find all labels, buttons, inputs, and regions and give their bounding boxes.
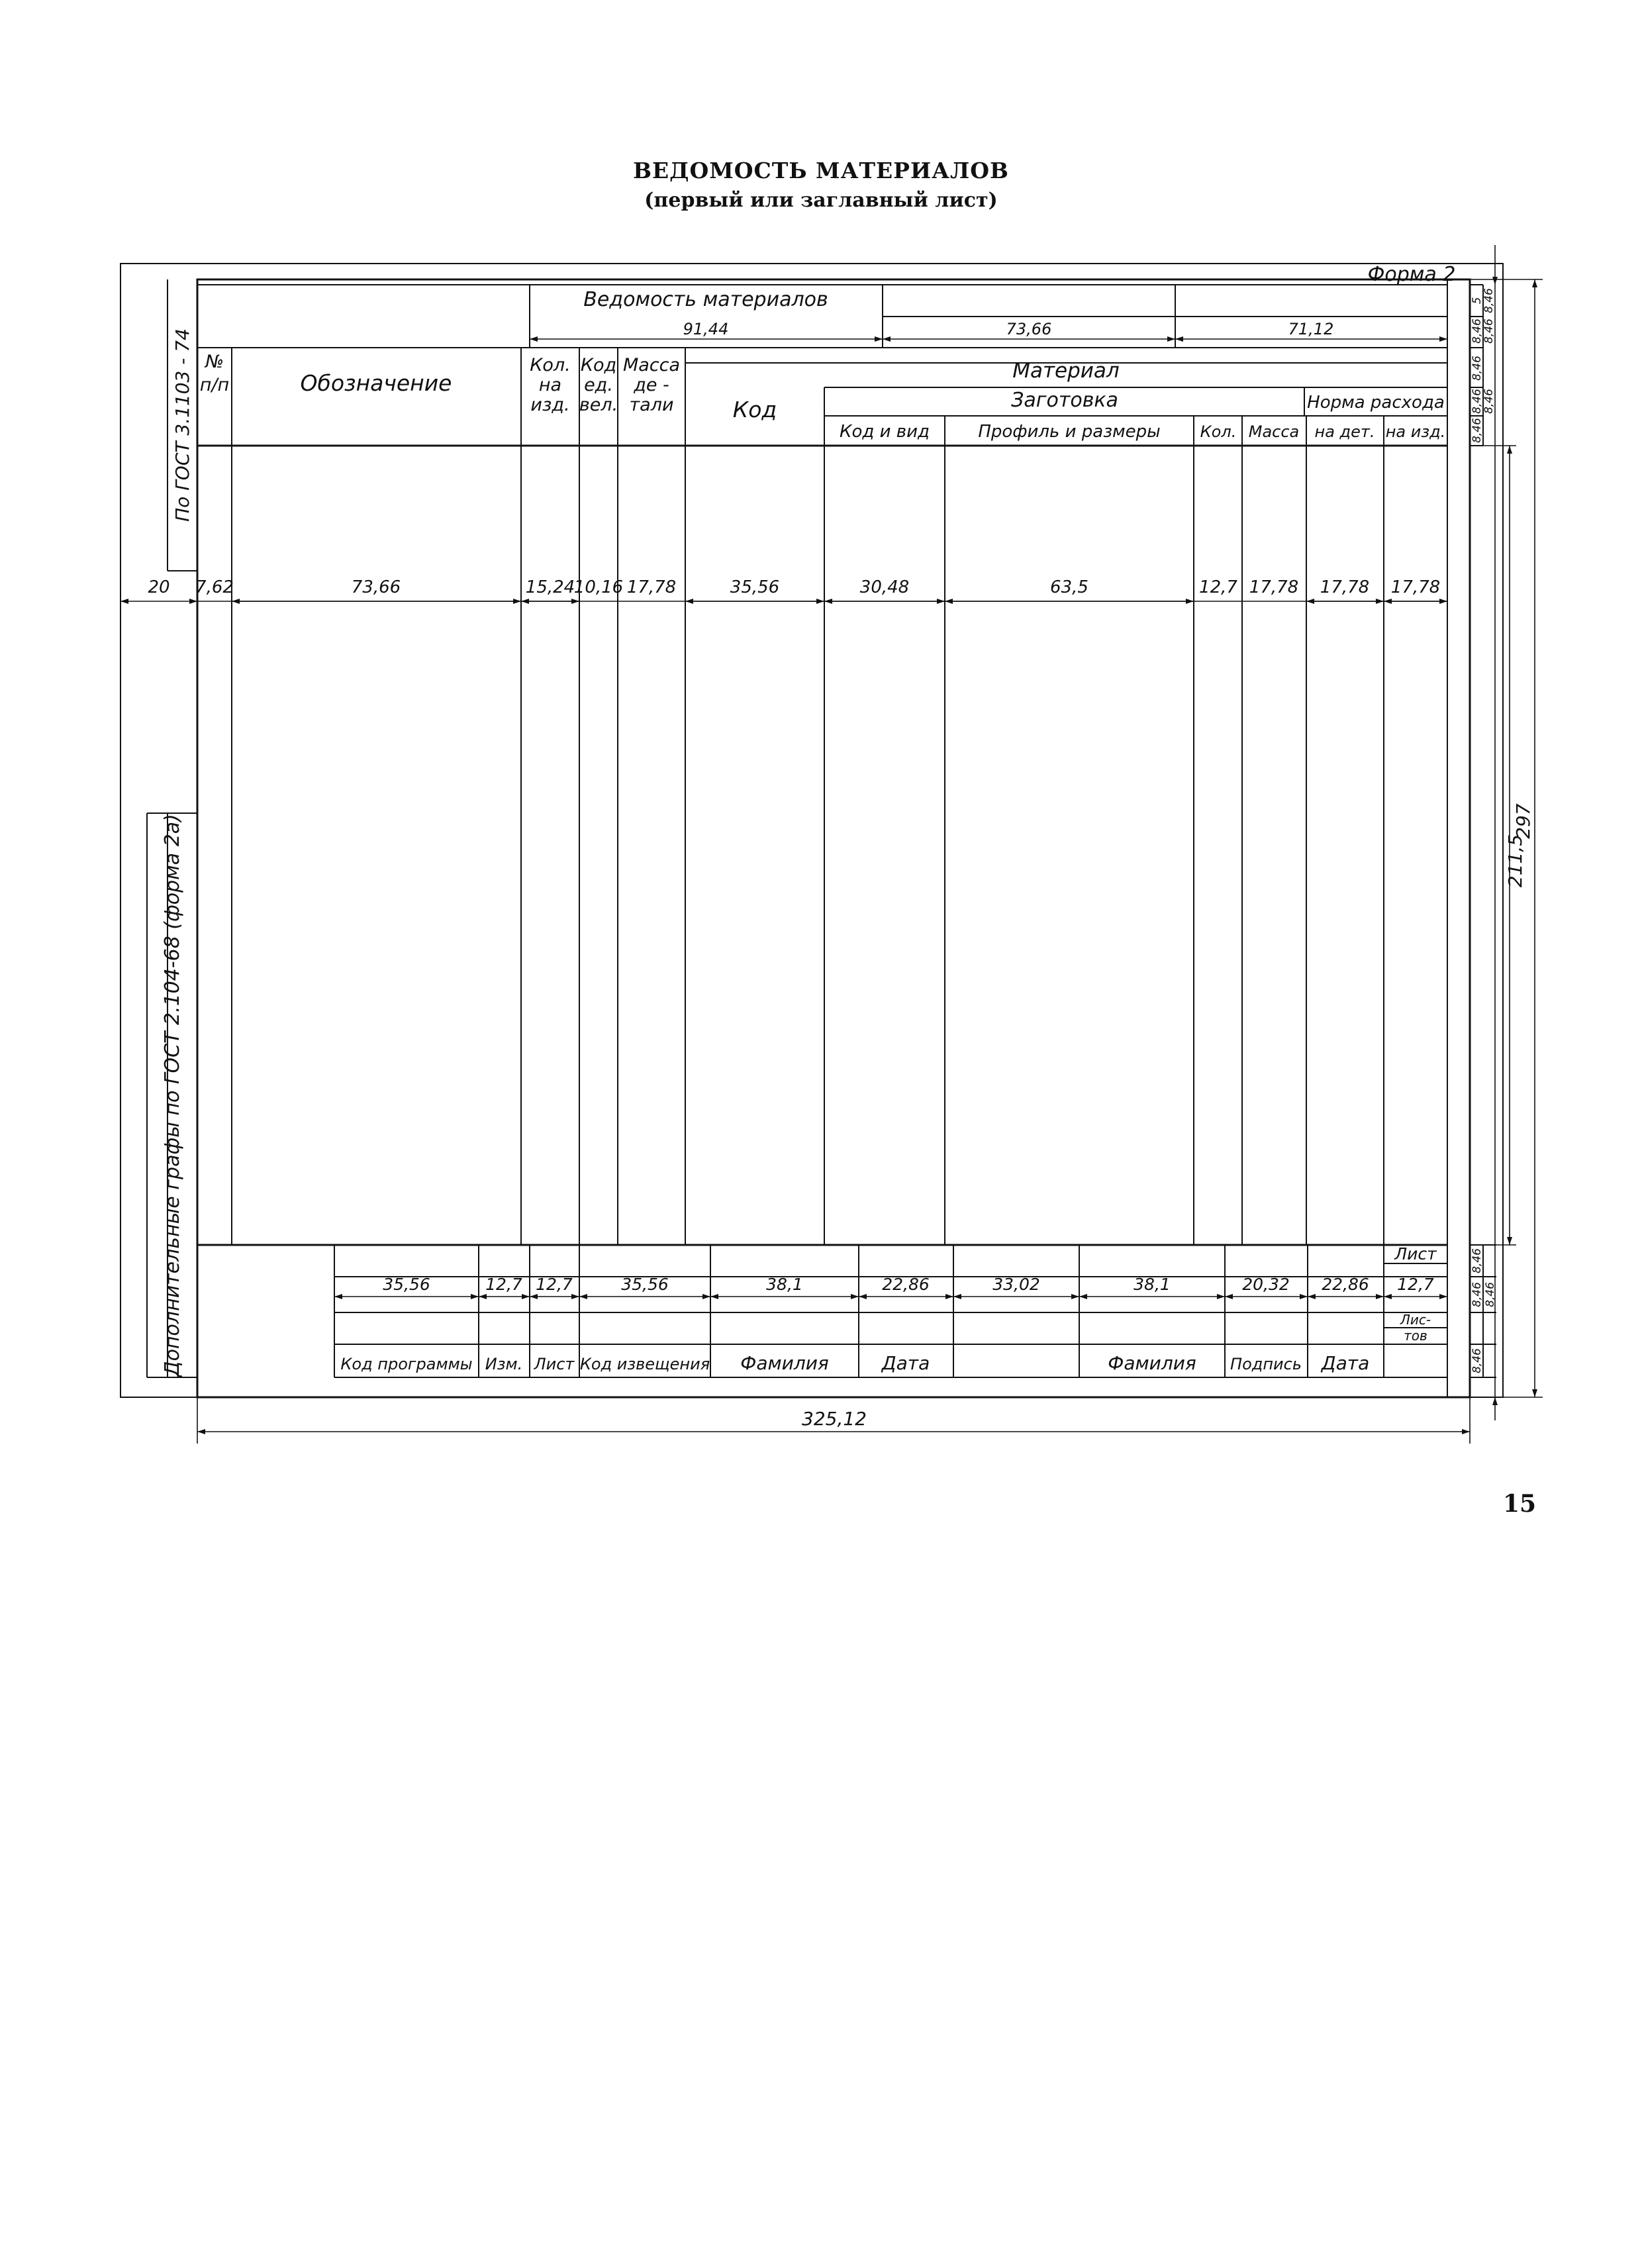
header-massa-2: де - xyxy=(634,375,669,395)
dim-63-5: 63,5 xyxy=(1050,577,1088,597)
side-ref-bottom: Дополнительные графы по ГОСТ 2.104-68 (форма 2а) xyxy=(161,814,184,1377)
bot-22-86-b: 22,86 xyxy=(1322,1275,1369,1294)
stamp-texts xyxy=(340,1244,1437,1374)
side-ref-top: По ГОСТ 3.1103 - 74 xyxy=(171,328,193,522)
stamp-izm: Изм. xyxy=(485,1355,523,1373)
header-kol-2: на xyxy=(538,375,562,395)
page-subtitle: (первый или заглавный лист) xyxy=(644,189,998,212)
header-kod-ed-3: вел. xyxy=(579,395,618,415)
dim-71-12: 71,12 xyxy=(1288,320,1334,338)
dim-20: 20 xyxy=(148,577,170,597)
bot-38-1-a: 38,1 xyxy=(766,1275,803,1294)
bot-20-32: 20,32 xyxy=(1242,1275,1290,1294)
right-846-a: 8,46 xyxy=(1471,319,1484,344)
right-846-e: 8,46 xyxy=(1482,288,1496,313)
dim-17-78-c: 17,78 xyxy=(1320,577,1370,597)
right-846-h: 8,46 xyxy=(1471,1248,1484,1273)
stamp-podpis: Подпись xyxy=(1230,1355,1302,1373)
stamp-listov-2: тов xyxy=(1404,1328,1427,1344)
header-massa-3: тали xyxy=(629,395,674,415)
dimension-texts-middle xyxy=(148,577,1440,597)
bot-12-7-c: 12,7 xyxy=(1397,1275,1434,1294)
right-846-k: 8,46 xyxy=(1471,1348,1484,1373)
dim-total-width: 325,12 xyxy=(802,1408,867,1430)
forma-label: Форма 2 xyxy=(1367,263,1456,286)
dim-15-24: 15,24 xyxy=(525,577,575,597)
dim-17-78-b: 17,78 xyxy=(1249,577,1299,597)
vedomost-title: Ведомость материалов xyxy=(583,288,828,311)
right-846-i: 8,46 xyxy=(1471,1282,1484,1307)
dim-35-56: 35,56 xyxy=(730,577,780,597)
right-846-f: 8,46 xyxy=(1482,319,1496,344)
stamp-list2: Лист xyxy=(534,1355,575,1373)
header-material: Материал xyxy=(1012,359,1120,383)
header-kod-ed-2: ед. xyxy=(584,375,613,395)
stamp-data: Дата xyxy=(881,1352,930,1374)
bot-35-56-b: 35,56 xyxy=(621,1275,669,1294)
header-kol-1: Кол. xyxy=(530,355,571,375)
header-zagotovka: Заготовка xyxy=(1011,389,1118,412)
dim-12-7: 12,7 xyxy=(1199,577,1237,597)
right-846-b: 8,46 xyxy=(1471,356,1484,381)
right-846-g: 8,46 xyxy=(1482,389,1496,414)
stamp-listov-1: Лис- xyxy=(1400,1312,1431,1328)
dim-73-66-top: 73,66 xyxy=(1006,320,1052,338)
main-frame xyxy=(197,279,1470,1397)
header-profil: Профиль и размеры xyxy=(978,422,1161,442)
header-massa-short: Масса xyxy=(1248,422,1300,441)
header-na-izd: на изд. xyxy=(1385,422,1446,441)
header-kol-3: изд. xyxy=(530,395,570,415)
dim-17-78-a: 17,78 xyxy=(626,577,677,597)
header-texts xyxy=(583,263,1455,311)
dim-7-62: 7,62 xyxy=(195,577,234,597)
right-846-c: 8,46 xyxy=(1471,389,1484,414)
bot-12-7-a: 12,7 xyxy=(485,1275,522,1294)
header-norma: Норма расхода xyxy=(1307,393,1445,413)
header-kod: Код xyxy=(732,397,777,422)
header-massa-1: Масса xyxy=(622,355,681,375)
table-columns xyxy=(197,348,1447,1245)
dimension-texts-top xyxy=(683,320,1334,338)
right-846-j: 8,46 xyxy=(1484,1282,1497,1307)
stamp-familiya2: Фамилия xyxy=(1108,1352,1196,1374)
header-na-det: на дет. xyxy=(1314,422,1375,441)
right-5: 5 xyxy=(1471,297,1484,305)
header-npp-no: № xyxy=(205,352,224,372)
header-kod-i-vid: Код и вид xyxy=(840,422,930,442)
right-dimension-boxes xyxy=(1470,285,1496,1377)
right-297: 297 xyxy=(1512,803,1534,839)
stamp-kod-programmy: Код программы xyxy=(340,1355,473,1373)
dim-73-66: 73,66 xyxy=(351,577,401,597)
stamp-list: Лист xyxy=(1394,1244,1437,1263)
header-kol-short: Кол. xyxy=(1200,422,1237,441)
page-title: ВЕДОМОСТЬ МАТЕРИАЛОВ xyxy=(633,158,1009,183)
page-number: 15 xyxy=(1503,1490,1537,1518)
bot-22-86-a: 22,86 xyxy=(882,1275,930,1294)
bot-12-7-b: 12,7 xyxy=(536,1275,573,1294)
dim-30-48: 30,48 xyxy=(859,577,910,597)
right-211-5: 211,5 xyxy=(1504,834,1526,888)
header-npp-pp: п/п xyxy=(199,375,230,395)
bot-33-02: 33,02 xyxy=(992,1275,1040,1294)
right-846-d: 8,46 xyxy=(1471,418,1484,443)
dim-10-16: 10,16 xyxy=(573,577,624,597)
bot-38-1-b: 38,1 xyxy=(1134,1275,1171,1294)
stamp-familiya: Фамилия xyxy=(740,1352,829,1374)
header-oboznachenie: Обозначение xyxy=(300,370,452,396)
stamp-kod-izvescheniya: Код извещения xyxy=(579,1355,710,1373)
dim-17-78-d: 17,78 xyxy=(1390,577,1441,597)
header-kod-ed-1: Код xyxy=(580,355,617,375)
dim-91-44: 91,44 xyxy=(683,320,729,338)
column-headers xyxy=(200,352,1446,442)
side-texts xyxy=(161,328,193,1378)
stamp-data2: Дата xyxy=(1321,1352,1370,1374)
bot-35-56-a: 35,56 xyxy=(383,1275,430,1294)
